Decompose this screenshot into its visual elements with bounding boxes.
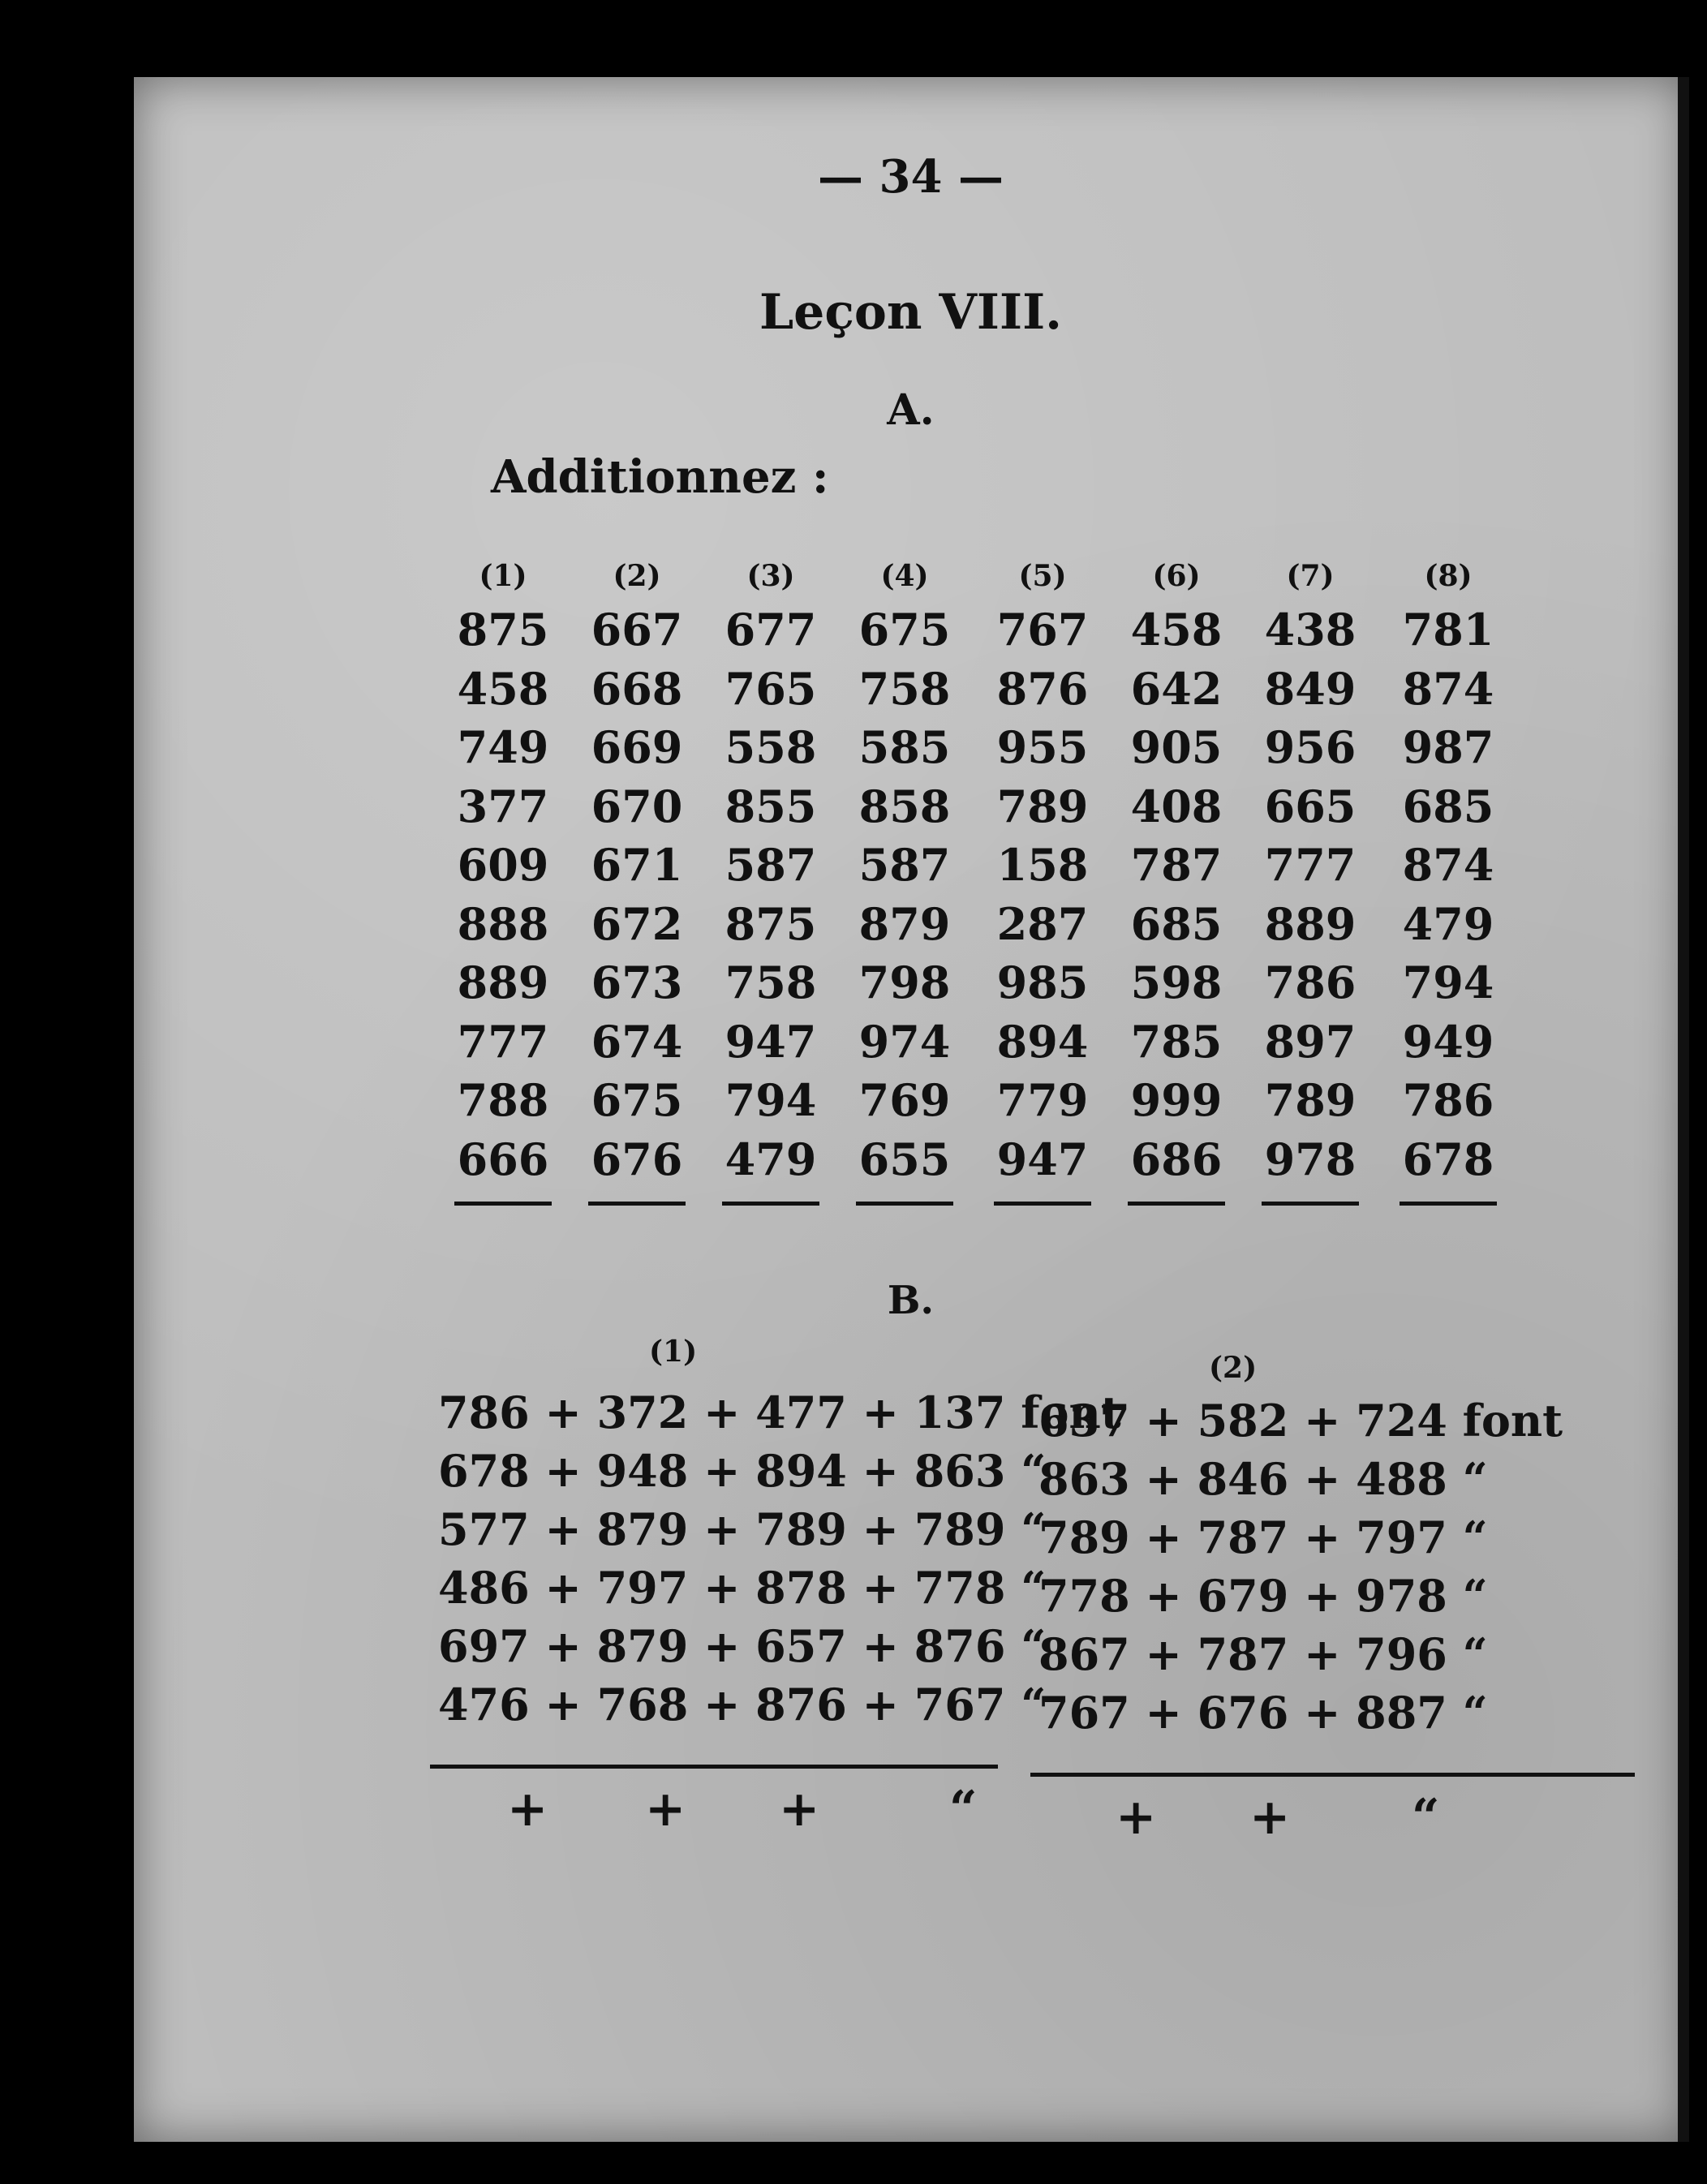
addition-column	[848, 552, 961, 1206]
column-number: (3)	[746, 559, 795, 593]
addend-value: 798	[858, 957, 951, 1008]
footer-symbol: “	[949, 1781, 978, 1838]
addend-value: 874	[1402, 839, 1494, 891]
addend-value: 749	[457, 721, 549, 773]
addend-value: 642	[1130, 662, 1223, 715]
addend-value: 894	[996, 1015, 1089, 1068]
addend-value: 789	[1264, 1074, 1357, 1126]
expression-row: 863 + 846 + 488 “	[1038, 1453, 1488, 1505]
sum-rule	[994, 1202, 1091, 1206]
book-page	[134, 77, 1688, 2142]
addend-value: 765	[725, 662, 817, 715]
addend-value: 598	[1130, 957, 1223, 1008]
section-b-label: B.	[887, 1278, 935, 1323]
addend-value: 587	[858, 839, 951, 891]
addend-value: 669	[591, 721, 683, 773]
column-number: (4)	[880, 559, 929, 593]
addend-value: 609	[457, 839, 549, 891]
column-number: (8)	[1424, 559, 1473, 593]
addend-value: 685	[1402, 780, 1494, 832]
expression-row: 476 + 768 + 876 + 767 “	[438, 1679, 1047, 1730]
addend-value: 985	[996, 957, 1089, 1008]
group2-total-rule	[1030, 1773, 1635, 1777]
footer-symbol: +	[645, 1781, 686, 1838]
expression-row: 867 + 787 + 796 “	[1038, 1628, 1488, 1680]
section-a-label: A.	[887, 385, 935, 435]
expression-row: 678 + 948 + 894 + 863 “	[438, 1445, 1047, 1497]
addend-value: 786	[1402, 1074, 1494, 1126]
addend-value: 777	[457, 1015, 549, 1068]
instruction: Additionnez :	[491, 450, 829, 504]
addend-value: 670	[591, 780, 683, 832]
footer-symbol: +	[1116, 1789, 1157, 1846]
addend-value: 769	[858, 1074, 951, 1126]
group1-header: (1)	[649, 1335, 698, 1369]
addend-value: 686	[1130, 1133, 1223, 1185]
addend-value: 408	[1130, 780, 1223, 832]
addend-value: 785	[1130, 1015, 1223, 1068]
expression-row: 637 + 582 + 724 font	[1038, 1395, 1563, 1447]
addend-value: 287	[996, 897, 1089, 950]
addition-column	[1253, 552, 1367, 1206]
addend-value: 787	[1130, 839, 1223, 891]
sum-rule	[1400, 1202, 1497, 1206]
addend-value: 781	[1402, 604, 1494, 656]
addend-value: 786	[1264, 957, 1357, 1008]
addend-value: 875	[457, 604, 549, 656]
column-number: (7)	[1286, 559, 1335, 593]
addend-value: 758	[725, 957, 817, 1008]
addend-value: 668	[591, 662, 683, 715]
footer-symbol: +	[779, 1781, 820, 1838]
sum-rule	[454, 1202, 552, 1206]
addend-value: 794	[1402, 957, 1494, 1008]
addend-value: 587	[725, 839, 817, 891]
addend-value: 158	[996, 839, 1089, 891]
column-number: (2)	[613, 559, 661, 593]
addend-value: 849	[1264, 662, 1357, 715]
addition-column	[1391, 552, 1505, 1206]
footer-symbol: +	[1249, 1789, 1291, 1846]
addend-value: 905	[1130, 721, 1223, 773]
addend-value: 675	[591, 1074, 683, 1126]
addend-value: 999	[1130, 1074, 1223, 1126]
addend-value: 479	[1402, 897, 1494, 950]
addend-value: 666	[457, 1133, 549, 1185]
addition-column	[1120, 552, 1233, 1206]
addend-value: 794	[725, 1074, 817, 1126]
sum-rule	[588, 1202, 686, 1206]
addend-value: 777	[1264, 839, 1357, 891]
addend-value: 677	[725, 604, 817, 656]
lesson-title: Leçon VIII.	[759, 284, 1063, 341]
expression-row: 789 + 787 + 797 “	[1038, 1511, 1488, 1563]
addend-value: 671	[591, 839, 683, 891]
addend-value: 897	[1264, 1015, 1357, 1068]
addend-value: 947	[996, 1133, 1089, 1185]
addend-value: 858	[858, 780, 951, 832]
expression-row: 786 + 372 + 477 + 137 font	[438, 1386, 1121, 1438]
addition-column	[986, 552, 1099, 1206]
addition-column	[580, 552, 694, 1206]
addend-value: 855	[725, 780, 817, 832]
addend-value: 458	[1130, 604, 1223, 656]
addend-value: 987	[1402, 721, 1494, 773]
addend-value: 377	[457, 780, 549, 832]
addend-value: 678	[1402, 1133, 1494, 1185]
addend-value: 789	[996, 780, 1089, 832]
addend-value: 788	[457, 1074, 549, 1126]
sum-rule	[1262, 1202, 1359, 1206]
addend-value: 667	[591, 604, 683, 656]
expression-row: 486 + 797 + 878 + 778 “	[438, 1562, 1047, 1614]
addend-value: 889	[1264, 897, 1357, 950]
addend-value: 955	[996, 721, 1089, 773]
footer-symbol: “	[1412, 1789, 1440, 1846]
expression-row: 697 + 879 + 657 + 876 “	[438, 1620, 1047, 1672]
sum-rule	[856, 1202, 953, 1206]
expression-row: 767 + 676 + 887 “	[1038, 1687, 1488, 1739]
addend-value: 876	[996, 662, 1089, 715]
addend-value: 674	[591, 1015, 683, 1068]
column-number: (6)	[1152, 559, 1201, 593]
group2-header: (2)	[1209, 1351, 1258, 1385]
addend-value: 655	[858, 1133, 951, 1185]
addend-value: 676	[591, 1133, 683, 1185]
addend-value: 558	[725, 721, 817, 773]
addend-value: 947	[725, 1015, 817, 1068]
addend-value: 685	[1130, 897, 1223, 950]
addend-value: 874	[1402, 662, 1494, 715]
group1-total-rule	[430, 1765, 998, 1769]
expression-row: 778 + 679 + 978 “	[1038, 1570, 1488, 1622]
addend-value: 675	[858, 604, 951, 656]
addend-value: 889	[457, 957, 549, 1008]
addend-value: 665	[1264, 780, 1357, 832]
expression-row: 577 + 879 + 789 + 789 “	[438, 1503, 1047, 1555]
column-number: (1)	[479, 559, 527, 593]
addend-value: 875	[725, 897, 817, 950]
addend-value: 879	[858, 897, 951, 950]
addend-value: 956	[1264, 721, 1357, 773]
addend-value: 672	[591, 897, 683, 950]
addend-value: 974	[858, 1015, 951, 1068]
page-number: — 34 —	[818, 150, 1004, 204]
column-number: (5)	[1018, 559, 1067, 593]
addition-column	[446, 552, 560, 1206]
footer-symbol: +	[507, 1781, 548, 1838]
addend-value: 585	[858, 721, 951, 773]
sum-rule	[1128, 1202, 1225, 1206]
addend-value: 479	[725, 1133, 817, 1185]
addend-value: 767	[996, 604, 1089, 656]
sum-rule	[722, 1202, 819, 1206]
addend-value: 779	[996, 1074, 1089, 1126]
addend-value: 949	[1402, 1015, 1494, 1068]
addend-value: 458	[457, 662, 549, 715]
addition-column	[714, 552, 828, 1206]
addend-value: 758	[858, 662, 951, 715]
addend-value: 978	[1264, 1133, 1357, 1185]
addend-value: 888	[457, 897, 549, 950]
addend-value: 438	[1264, 604, 1357, 656]
addend-value: 673	[591, 957, 683, 1008]
